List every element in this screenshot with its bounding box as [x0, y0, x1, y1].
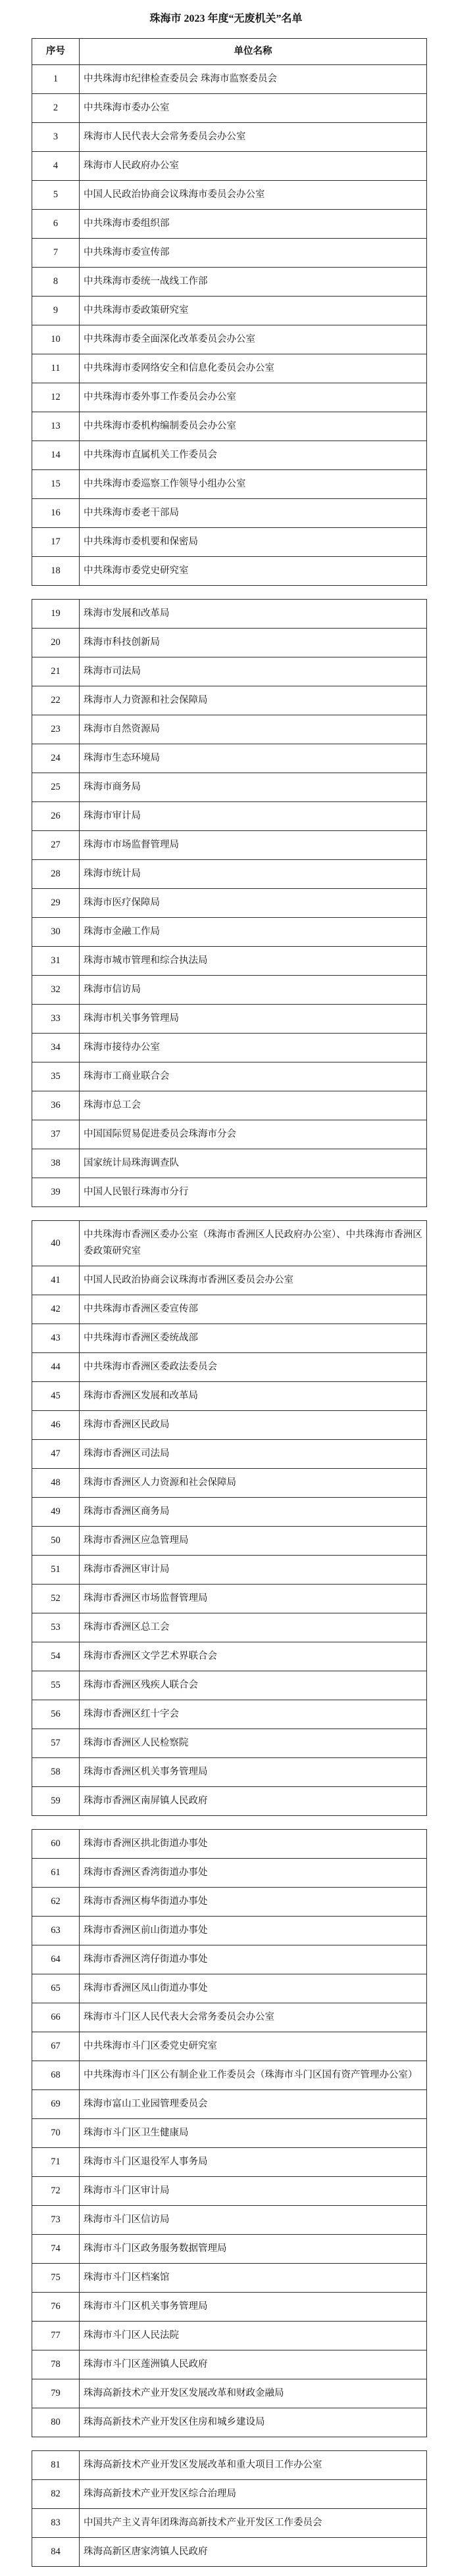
row-unit-name: 珠海市司法局 — [80, 657, 427, 686]
table-row — [32, 2206, 427, 2235]
table-row — [32, 297, 427, 325]
row-unit-name: 中共珠海市委全面深化改革委员会办公室 — [80, 325, 427, 354]
row-serial-number: 41 — [32, 1266, 80, 1295]
row-unit-name: 珠海市香洲区商务局 — [80, 1498, 427, 1527]
table-row — [32, 383, 427, 412]
table-row — [32, 1613, 427, 1642]
row-unit-name: 珠海市斗门区退役军人事务局 — [80, 2148, 427, 2177]
row-serial-number: 37 — [32, 1120, 80, 1149]
table-row — [32, 2379, 427, 2408]
row-unit-name: 珠海市斗门区人民代表大会常务委员会办公室 — [80, 2003, 427, 2032]
row-serial-number: 52 — [32, 1585, 80, 1613]
row-serial-number: 18 — [32, 557, 80, 586]
row-unit-name: 中共珠海市委巡察工作领导小组办公室 — [80, 470, 427, 499]
table-row — [32, 528, 427, 557]
row-serial-number: 43 — [32, 1324, 80, 1353]
row-unit-name: 中共珠海市斗门区公有制企业工作委员会（珠海市斗门区国有资产管理办公室） — [80, 2061, 427, 2090]
row-serial-number: 25 — [32, 773, 80, 802]
table-row — [32, 947, 427, 976]
row-serial-number: 58 — [32, 1758, 80, 1787]
table-row — [32, 1353, 427, 1382]
row-unit-name: 中共珠海市斗门区委党史研究室 — [80, 2032, 427, 2061]
table-row — [32, 1382, 427, 1411]
roster-table-part-1 — [32, 38, 427, 586]
table-body — [32, 1830, 427, 2437]
row-unit-name: 珠海市香洲区人力资源和社会保障局 — [80, 1469, 427, 1498]
row-unit-name: 珠海市香洲区审计局 — [80, 1556, 427, 1585]
table-row — [32, 918, 427, 947]
row-unit-name: 珠海市工商业联合会 — [80, 1062, 427, 1091]
roster-table-part-3 — [32, 1220, 427, 1816]
row-unit-name: 珠海市香洲区前山街道办事处 — [80, 1917, 427, 1945]
row-unit-name: 珠海市市场监督管理局 — [80, 831, 427, 860]
row-unit-name: 中国人民政治协商会议珠海市香洲区委员会办公室 — [80, 1266, 427, 1295]
row-unit-name: 中共珠海市委外事工作委员会办公室 — [80, 383, 427, 412]
row-serial-number: 57 — [32, 1729, 80, 1758]
row-unit-name: 珠海市总工会 — [80, 1091, 427, 1120]
row-unit-name: 珠海市科技创新局 — [80, 629, 427, 657]
table-row — [32, 1091, 427, 1120]
row-unit-name: 珠海高新技术产业开发区发展改革和重大项目工作办公室 — [80, 2451, 427, 2480]
row-serial-number: 65 — [32, 1974, 80, 2003]
row-unit-name: 珠海市生态环境局 — [80, 744, 427, 773]
row-serial-number: 36 — [32, 1091, 80, 1120]
row-unit-name: 中国人民政治协商会议珠海市委员会办公室 — [80, 181, 427, 210]
table-row — [32, 1700, 427, 1729]
table-row — [32, 325, 427, 354]
table-row — [32, 1556, 427, 1585]
table-row — [32, 181, 427, 210]
row-unit-name: 珠海市人力资源和社会保障局 — [80, 686, 427, 715]
table-row — [32, 2451, 427, 2480]
row-unit-name: 珠海市香洲区拱北街道办事处 — [80, 1830, 427, 1859]
table-row — [32, 2322, 427, 2350]
table-row — [32, 470, 427, 499]
row-serial-number: 3 — [32, 123, 80, 152]
row-unit-name: 珠海市统计局 — [80, 860, 427, 889]
row-serial-number: 8 — [32, 268, 80, 297]
row-serial-number: 67 — [32, 2032, 80, 2061]
table-row — [32, 2480, 427, 2509]
row-serial-number: 78 — [32, 2350, 80, 2379]
table-row — [32, 268, 427, 297]
table-row — [32, 2293, 427, 2322]
row-serial-number: 61 — [32, 1859, 80, 1888]
row-unit-name: 珠海市斗门区卫生健康局 — [80, 2119, 427, 2148]
row-serial-number: 44 — [32, 1353, 80, 1382]
row-unit-name: 珠海市信访局 — [80, 976, 427, 1005]
row-unit-name: 珠海市斗门区档案馆 — [80, 2264, 427, 2293]
table-row — [32, 1917, 427, 1945]
row-unit-name: 珠海市金融工作局 — [80, 918, 427, 947]
row-serial-number: 56 — [32, 1700, 80, 1729]
row-serial-number: 75 — [32, 2264, 80, 2293]
row-unit-name: 珠海市香洲区残疾人联合会 — [80, 1671, 427, 1700]
roster-table-part-4 — [32, 1829, 427, 2437]
table-row — [32, 499, 427, 528]
row-unit-name: 珠海市斗门区审计局 — [80, 2177, 427, 2206]
row-unit-name: 中共珠海市直属机关工作委员会 — [80, 441, 427, 470]
table-row — [32, 2119, 427, 2148]
row-unit-name: 中共珠海市委组织部 — [80, 210, 427, 239]
row-serial-number: 55 — [32, 1671, 80, 1700]
row-serial-number: 46 — [32, 1411, 80, 1440]
row-unit-name: 中国共产主义青年团珠海高新技术产业开发区工作委员会 — [80, 2509, 427, 2538]
row-serial-number: 72 — [32, 2177, 80, 2206]
row-unit-name: 珠海市自然资源局 — [80, 715, 427, 744]
row-unit-name: 珠海市审计局 — [80, 802, 427, 831]
table-row — [32, 2177, 427, 2206]
row-serial-number: 31 — [32, 947, 80, 976]
row-unit-name: 珠海市斗门区信访局 — [80, 2206, 427, 2235]
row-serial-number: 45 — [32, 1382, 80, 1411]
row-unit-name: 中共珠海市纪律检查委员会 珠海市监察委员会 — [80, 65, 427, 94]
table-row — [32, 744, 427, 773]
table-row — [32, 441, 427, 470]
row-unit-name: 珠海市香洲区红十字会 — [80, 1700, 427, 1729]
table-row — [32, 123, 427, 152]
row-serial-number: 6 — [32, 210, 80, 239]
table-row — [32, 2350, 427, 2379]
table-body — [32, 1221, 427, 1816]
row-serial-number: 73 — [32, 2206, 80, 2235]
row-serial-number: 48 — [32, 1469, 80, 1498]
table-row — [32, 354, 427, 383]
table-row — [32, 976, 427, 1005]
row-serial-number: 5 — [32, 181, 80, 210]
row-serial-number: 42 — [32, 1295, 80, 1324]
row-serial-number: 79 — [32, 2379, 80, 2408]
row-serial-number: 20 — [32, 629, 80, 657]
row-serial-number: 62 — [32, 1888, 80, 1917]
table-row — [32, 1266, 427, 1295]
row-serial-number: 27 — [32, 831, 80, 860]
row-serial-number: 47 — [32, 1440, 80, 1469]
row-serial-number: 16 — [32, 499, 80, 528]
row-unit-name: 珠海市香洲区发展和改革局 — [80, 1382, 427, 1411]
header-serial-number: 序号 — [32, 39, 80, 65]
row-unit-name: 珠海市香洲区香湾街道办事处 — [80, 1859, 427, 1888]
table-row — [32, 1945, 427, 1974]
row-serial-number: 53 — [32, 1613, 80, 1642]
row-unit-name: 中共珠海市委统一战线工作部 — [80, 268, 427, 297]
table-row — [32, 1149, 427, 1178]
row-unit-name: 珠海市机关事务管理局 — [80, 1005, 427, 1034]
table-row — [32, 1005, 427, 1034]
row-unit-name: 中共珠海市委老干部局 — [80, 499, 427, 528]
row-serial-number: 21 — [32, 657, 80, 686]
row-serial-number: 71 — [32, 2148, 80, 2177]
row-serial-number: 7 — [32, 239, 80, 268]
row-unit-name: 中共珠海市委办公室 — [80, 94, 427, 123]
row-unit-name: 中共珠海市委网络安全和信息化委员会办公室 — [80, 354, 427, 383]
row-unit-name: 珠海市城市管理和综合执法局 — [80, 947, 427, 976]
roster-table-part-2 — [32, 599, 427, 1207]
row-unit-name: 珠海市香洲区应急管理局 — [80, 1527, 427, 1556]
row-serial-number: 19 — [32, 600, 80, 629]
row-serial-number: 49 — [32, 1498, 80, 1527]
row-serial-number: 15 — [32, 470, 80, 499]
row-unit-name: 珠海高新技术产业开发区综合治理局 — [80, 2480, 427, 2509]
row-unit-name: 珠海市香洲区司法局 — [80, 1440, 427, 1469]
row-unit-name: 珠海市香洲区湾仔街道办事处 — [80, 1945, 427, 1974]
row-serial-number: 74 — [32, 2235, 80, 2264]
table-row — [32, 1034, 427, 1062]
table-row — [32, 1642, 427, 1671]
row-unit-name: 珠海高新区唐家湾镇人民政府 — [80, 2538, 427, 2567]
row-serial-number: 34 — [32, 1034, 80, 1062]
row-serial-number: 40 — [32, 1221, 80, 1266]
table-row — [32, 1295, 427, 1324]
row-serial-number: 60 — [32, 1830, 80, 1859]
table-row — [32, 802, 427, 831]
table-row — [32, 2061, 427, 2090]
row-unit-name: 中共珠海市委宣传部 — [80, 239, 427, 268]
table-row — [32, 2090, 427, 2119]
row-unit-name: 中共珠海市香洲区委办公室（珠海市香洲区人民政府办公室）、中共珠海市香洲区委政策研究室 — [80, 1221, 427, 1266]
table-row — [32, 686, 427, 715]
row-serial-number: 83 — [32, 2509, 80, 2538]
table-header-row — [32, 39, 427, 65]
row-serial-number: 13 — [32, 412, 80, 441]
table-row — [32, 65, 427, 94]
row-unit-name: 中国国际贸易促进委员会珠海市分会 — [80, 1120, 427, 1149]
row-serial-number: 12 — [32, 383, 80, 412]
row-unit-name: 珠海市商务局 — [80, 773, 427, 802]
row-unit-name: 珠海市香洲区梅华街道办事处 — [80, 1888, 427, 1917]
document-title: 珠海市 2023 年度“无废机关”名单 — [149, 13, 303, 24]
row-unit-name: 珠海市医疗保障局 — [80, 889, 427, 918]
table-row — [32, 1585, 427, 1613]
table-row — [32, 2032, 427, 2061]
row-serial-number: 63 — [32, 1917, 80, 1945]
table-row — [32, 1469, 427, 1498]
table-row — [32, 412, 427, 441]
row-unit-name: 珠海市斗门区机关事务管理局 — [80, 2293, 427, 2322]
row-unit-name: 中共珠海市香洲区委统战部 — [80, 1324, 427, 1353]
row-unit-name: 珠海市富山工业园管理委员会 — [80, 2090, 427, 2119]
table-row — [32, 94, 427, 123]
row-unit-name: 珠海市人民代表大会常务委员会办公室 — [80, 123, 427, 152]
row-unit-name: 珠海市香洲区文学艺术界联合会 — [80, 1642, 427, 1671]
row-unit-name: 珠海市香洲区机关事务管理局 — [80, 1758, 427, 1787]
table-row — [32, 2509, 427, 2538]
table-header — [32, 39, 427, 65]
table-row — [32, 2408, 427, 2437]
row-unit-name: 珠海市发展和改革局 — [80, 600, 427, 629]
row-unit-name: 珠海市接待办公室 — [80, 1034, 427, 1062]
row-unit-name: 珠海高新技术产业开发区发展改革和财政金融局 — [80, 2379, 427, 2408]
row-serial-number: 22 — [32, 686, 80, 715]
row-serial-number: 2 — [32, 94, 80, 123]
table-row — [32, 657, 427, 686]
table-row — [32, 1787, 427, 1816]
table-row — [32, 1859, 427, 1888]
row-serial-number: 66 — [32, 2003, 80, 2032]
table-row — [32, 1830, 427, 1859]
table-row — [32, 1527, 427, 1556]
row-serial-number: 76 — [32, 2293, 80, 2322]
row-serial-number: 30 — [32, 918, 80, 947]
row-serial-number: 68 — [32, 2061, 80, 2090]
table-row — [32, 773, 427, 802]
row-unit-name: 珠海市香洲区市场监督管理局 — [80, 1585, 427, 1613]
table-body — [32, 600, 427, 1207]
table-row — [32, 2148, 427, 2177]
row-unit-name: 珠海市斗门区人民法院 — [80, 2322, 427, 2350]
row-serial-number: 1 — [32, 65, 80, 94]
row-serial-number: 39 — [32, 1178, 80, 1207]
table-row — [32, 600, 427, 629]
table-row — [32, 2003, 427, 2032]
row-serial-number: 69 — [32, 2090, 80, 2119]
row-serial-number: 51 — [32, 1556, 80, 1585]
table-row — [32, 1324, 427, 1353]
row-serial-number: 84 — [32, 2538, 80, 2567]
table-row — [32, 860, 427, 889]
table-row — [32, 1758, 427, 1787]
row-serial-number: 23 — [32, 715, 80, 744]
table-row — [32, 1440, 427, 1469]
table-row — [32, 889, 427, 918]
row-unit-name: 珠海市香洲区民政局 — [80, 1411, 427, 1440]
row-serial-number: 77 — [32, 2322, 80, 2350]
table-row — [32, 1729, 427, 1758]
row-serial-number: 11 — [32, 354, 80, 383]
roster-table-part-5 — [32, 2450, 427, 2567]
row-serial-number: 4 — [32, 152, 80, 181]
row-serial-number: 38 — [32, 1149, 80, 1178]
table-row — [32, 210, 427, 239]
row-unit-name: 中共珠海市香洲区委政法委员会 — [80, 1353, 427, 1382]
table-row — [32, 1221, 427, 1266]
table-row — [32, 1062, 427, 1091]
row-unit-name: 中国人民银行珠海市分行 — [80, 1178, 427, 1207]
table-row — [32, 152, 427, 181]
row-serial-number: 17 — [32, 528, 80, 557]
row-unit-name: 珠海市斗门区政务服务数据管理局 — [80, 2235, 427, 2264]
row-unit-name: 珠海市香洲区南屏镇人民政府 — [80, 1787, 427, 1816]
table-row — [32, 2264, 427, 2293]
table-row — [32, 1120, 427, 1149]
row-serial-number: 82 — [32, 2480, 80, 2509]
row-serial-number: 50 — [32, 1527, 80, 1556]
row-serial-number: 33 — [32, 1005, 80, 1034]
table-body — [32, 65, 427, 586]
row-serial-number: 59 — [32, 1787, 80, 1816]
table-row — [32, 629, 427, 657]
row-unit-name: 中共珠海市委政策研究室 — [80, 297, 427, 325]
row-serial-number: 28 — [32, 860, 80, 889]
row-unit-name: 珠海市斗门区莲洲镇人民政府 — [80, 2350, 427, 2379]
table-row — [32, 1498, 427, 1527]
row-unit-name: 中共珠海市香洲区委宣传部 — [80, 1295, 427, 1324]
row-serial-number: 9 — [32, 297, 80, 325]
row-serial-number: 64 — [32, 1945, 80, 1974]
row-serial-number: 10 — [32, 325, 80, 354]
header-unit-name: 单位名称 — [80, 39, 427, 65]
table-row — [32, 831, 427, 860]
table-row — [32, 1671, 427, 1700]
row-serial-number: 32 — [32, 976, 80, 1005]
table-row — [32, 1411, 427, 1440]
row-serial-number: 54 — [32, 1642, 80, 1671]
table-row — [32, 2235, 427, 2264]
table-row — [32, 239, 427, 268]
table-row — [32, 1974, 427, 2003]
table-row — [32, 1888, 427, 1917]
row-unit-name: 国家统计局珠海调查队 — [80, 1149, 427, 1178]
row-serial-number: 26 — [32, 802, 80, 831]
row-serial-number: 80 — [32, 2408, 80, 2437]
table-row — [32, 715, 427, 744]
row-unit-name: 中共珠海市委机构编制委员会办公室 — [80, 412, 427, 441]
table-row — [32, 1178, 427, 1207]
row-unit-name: 珠海市香洲区凤山街道办事处 — [80, 1974, 427, 2003]
row-serial-number: 35 — [32, 1062, 80, 1091]
row-unit-name: 珠海高新技术产业开发区住房和城乡建设局 — [80, 2408, 427, 2437]
row-serial-number: 81 — [32, 2451, 80, 2480]
row-serial-number: 29 — [32, 889, 80, 918]
table-row — [32, 2538, 427, 2567]
row-serial-number: 24 — [32, 744, 80, 773]
row-serial-number: 14 — [32, 441, 80, 470]
row-serial-number: 70 — [32, 2119, 80, 2148]
table-body — [32, 2451, 427, 2567]
table-row — [32, 557, 427, 586]
row-unit-name: 中共珠海市委机要和保密局 — [80, 528, 427, 557]
row-unit-name: 中共珠海市委党史研究室 — [80, 557, 427, 586]
row-unit-name: 珠海市人民政府办公室 — [80, 152, 427, 181]
row-unit-name: 珠海市香洲区人民检察院 — [80, 1729, 427, 1758]
row-unit-name: 珠海市香洲区总工会 — [80, 1613, 427, 1642]
